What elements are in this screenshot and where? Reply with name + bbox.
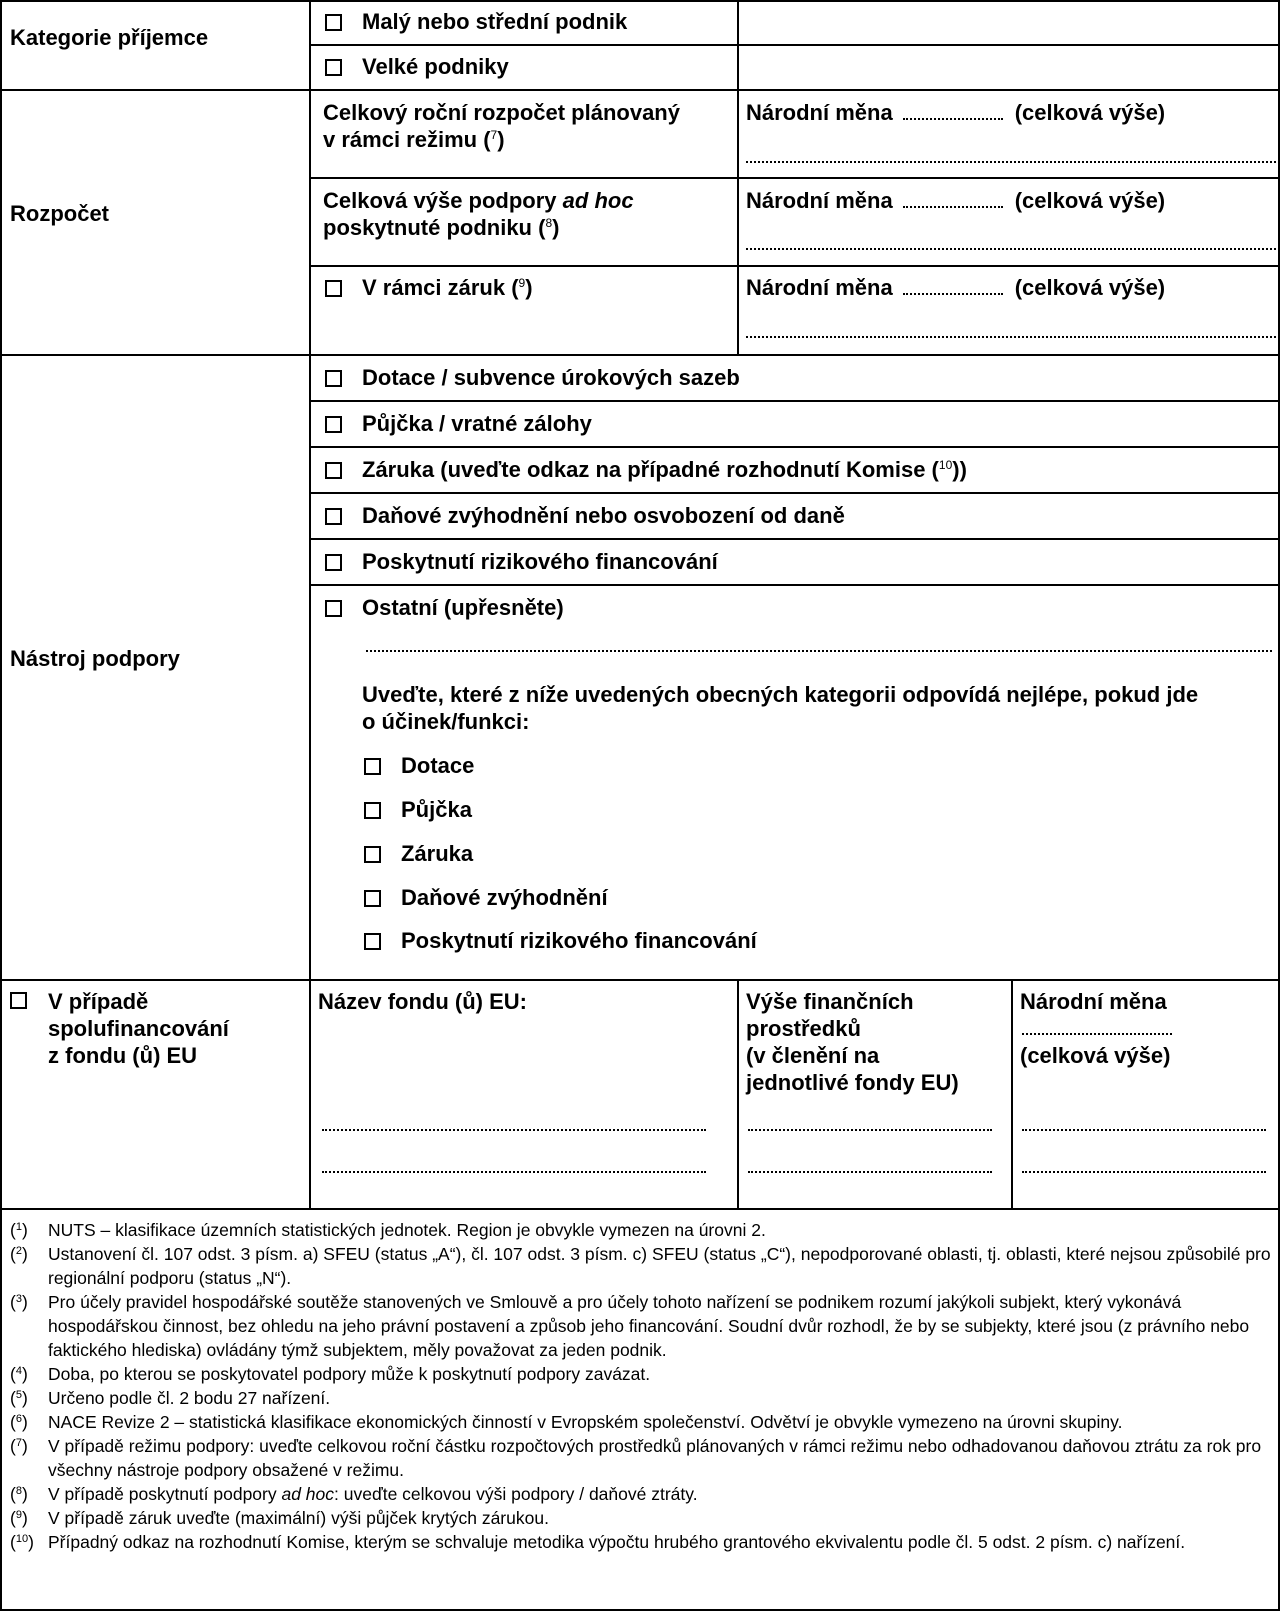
divider-budget-row2 (310, 265, 1280, 267)
budget-currency-2: Národní měna (celková výše) (746, 188, 1166, 213)
instrument-option-other[interactable]: Ostatní (upřesněte) (325, 594, 564, 621)
footnotes (10, 1218, 1272, 1554)
eu-cofinancing-option[interactable]: V případě spolufinancování z fondu (ů) EU (10, 988, 229, 1069)
instrument-option-loan[interactable]: Půjčka / vratné zálohy (325, 410, 592, 437)
budget-amount-field-2[interactable] (746, 247, 1276, 250)
footnote: ($^1$) NUTS – klasifikace územních statistických jednotek. Region je obvykle vymezen na úrovni 2. (10, 1220, 766, 1240)
currency-field[interactable] (903, 277, 1003, 295)
divider-recipient-row (310, 44, 1280, 46)
footnote: ($^3$) Pro účely pravidel hospodářské soutěže stanovených ve Smlouvě a pro účely tohoto nařízení se podnikem rozumí jakýkoli subjekt, který vykonává hospodářskou činnost, bez ohledu na jeho právní postavení a způsob jeho financování. Soudní dvůr rozhodl, že by se subjekty, které jsou (z právního nebo faktického hlediska) ovládány týmž subjektem, měly považovat za jeden podnik. (10, 1292, 1250, 1360)
instrument-label: Nástroj podpory (10, 646, 180, 671)
divider-col1 (309, 0, 311, 1209)
footnote: ($^4$) Doba, po kterou se poskytovatel podpory může k poskytnutí podpory zavázat. (10, 1364, 651, 1384)
divider-instrument-row3 (310, 492, 1280, 494)
footnote: ($^5$) Určeno podle čl. 2 bodu 27 nařízení. (10, 1388, 331, 1408)
eu-amount-field-1[interactable] (748, 1128, 992, 1131)
recipient-option-sme[interactable]: Malý nebo střední podnik (325, 8, 627, 35)
eu-currency-label: Národní měna (celková výše) (1020, 989, 1171, 1068)
currency-field[interactable] (903, 102, 1003, 120)
footnote: ($^{10}$) Případný odkaz na rozhodnutí Komise, kterým se schvaluje metodika výpočtu hrubého grantového ekvivalentu podle čl. 5 odst. 2 písm. c) nařízení. (10, 1532, 1186, 1552)
checkbox[interactable] (364, 802, 381, 819)
checkbox[interactable] (325, 508, 342, 525)
budget-currency-1: Národní měna (celková výše) (746, 100, 1166, 125)
checkbox[interactable] (364, 933, 381, 950)
checkbox[interactable] (364, 758, 381, 775)
footnote: ($^7$) V případě režimu podpory: uveďte celkovou roční částku rozpočtových prostředků plánovaných v rámci režimu nebo odhadovanou daňovou ztrátu za rok pro všechny nástroje podpory obsažené v režimu. (10, 1436, 1262, 1480)
instrument-option-risk[interactable]: Poskytnutí rizikového financování (325, 548, 718, 575)
eu-currency-amount-field-1[interactable] (1022, 1128, 1266, 1131)
checkbox[interactable] (325, 280, 342, 297)
divider-recipient-budget (0, 89, 1280, 91)
footnote: ($^6$) NACE Revize 2 – statistická klasifikace ekonomických činností v Evropském společenství. Odvětví je obvykle vymezeno na úrovni skupiny. (10, 1412, 1123, 1432)
divider-instrument-row2 (310, 446, 1280, 448)
checkbox[interactable] (325, 462, 342, 479)
checkbox[interactable] (325, 600, 342, 617)
divider-budget-instrument (0, 354, 1280, 356)
footnote: ($^9$) V případě záruk uveďte (maximální) výši půjček krytých zárukou. (10, 1508, 549, 1528)
eu-amount-field-2[interactable] (748, 1170, 992, 1173)
budget-row-guarantee[interactable]: V rámci záruk ($^9$) (325, 274, 533, 301)
category-grant[interactable]: Dotace (364, 752, 474, 779)
checkbox[interactable] (10, 992, 27, 1009)
divider-eu-footnotes (0, 1208, 1280, 1210)
category-loan[interactable]: Půjčka (364, 796, 472, 823)
instrument-option-tax[interactable]: Daňové zvýhodnění nebo osvobození od daně (325, 502, 845, 529)
budget-currency-3: Národní měna (celková výše) (746, 275, 1166, 300)
category-risk[interactable]: Poskytnutí rizikového financování (364, 927, 757, 954)
divider-col2-top (737, 0, 739, 355)
checkbox[interactable] (325, 14, 342, 31)
table-border-left (0, 0, 2, 1611)
eu-currency-amount-field-2[interactable] (1022, 1170, 1266, 1173)
divider-instrument-row1 (310, 400, 1280, 402)
divider-instrument-row5 (310, 584, 1280, 586)
eu-amount-label: Výše finančních prostředků (v členění na jednotlivé fondy EU) (746, 989, 959, 1095)
category-guarantee[interactable]: Záruka (364, 840, 473, 867)
table-border-top (0, 0, 1280, 2)
recipient-label: Kategorie příjemce (10, 25, 209, 50)
budget-row-adhoc: Celková výše podpory ad hoc poskytnuté podniku ($^8$) (323, 188, 634, 240)
instrument-other-field[interactable] (366, 649, 1272, 652)
divider-instrument-eu (0, 979, 1280, 981)
instrument-option-grant[interactable]: Dotace / subvence úrokových sazeb (325, 364, 740, 391)
checkbox[interactable] (325, 554, 342, 571)
budget-amount-field-3[interactable] (746, 335, 1276, 338)
divider-budget-row1 (310, 177, 1280, 179)
category-tax[interactable]: Daňové zvýhodnění (364, 884, 608, 911)
checkbox[interactable] (325, 416, 342, 433)
budget-row-annual: Celkový roční rozpočet plánovaný v rámci režimu ($^7$) (323, 100, 680, 152)
eu-fund-name-field-1[interactable] (322, 1128, 706, 1131)
eu-fund-name-label: Název fondu (ů) EU: (318, 989, 527, 1014)
budget-amount-field-1[interactable] (746, 160, 1276, 163)
checkbox[interactable] (364, 890, 381, 907)
divider-instrument-row4 (310, 538, 1280, 540)
instrument-option-guarantee[interactable]: Záruka (uveďte odkaz na případné rozhodnutí Komise ($^{10}$)) (325, 456, 967, 483)
checkbox[interactable] (364, 846, 381, 863)
currency-field[interactable] (903, 190, 1003, 208)
budget-label: Rozpočet (10, 201, 109, 226)
eu-fund-name-field-2[interactable] (322, 1170, 706, 1173)
checkbox[interactable] (325, 370, 342, 387)
recipient-option-large[interactable]: Velké podniky (325, 53, 509, 80)
instrument-question: Uveďte, které z níže uvedených obecných kategorii odpovídá nejlépe, pokud jde o účinek/funkci: (362, 682, 1199, 734)
eu-currency-field[interactable] (1022, 1015, 1172, 1035)
divider-col3-eu (1011, 979, 1013, 1209)
checkbox[interactable] (325, 59, 342, 76)
divider-col2-eu (737, 979, 739, 1209)
footnote: ($^8$) V případě poskytnutí podpory ad hoc: uveďte celkovou výši podpory / daňové ztráty. (10, 1484, 698, 1504)
footnote: ($^2$) Ustanovení čl. 107 odst. 3 písm. a) SFEU (status „A“), čl. 107 odst. 3 písm. c) SFEU (status „C“), nepodporované oblasti, tj. oblasti, které nejsou způsobilé pro regionální podporu (status „N“). (10, 1244, 1271, 1288)
